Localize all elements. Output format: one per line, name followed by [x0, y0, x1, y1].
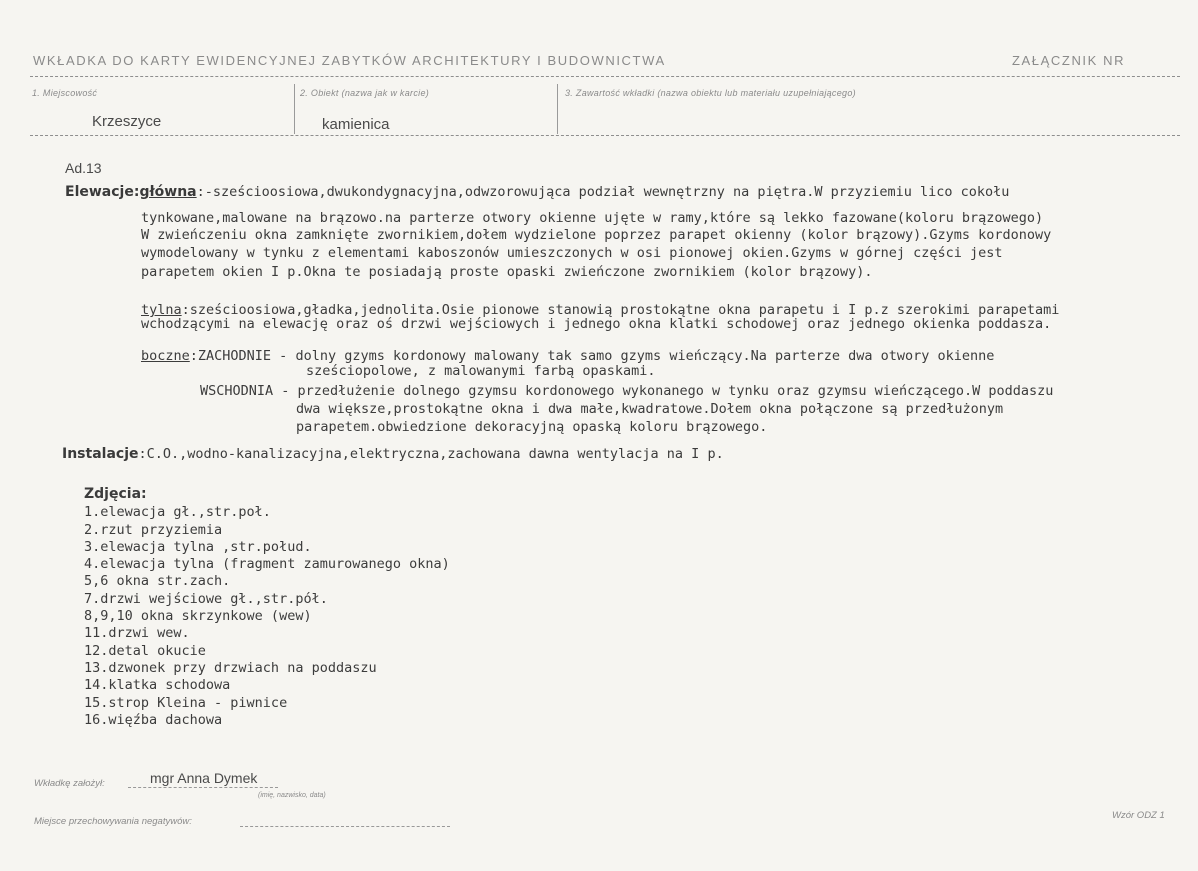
field-separator-1 [294, 84, 295, 134]
field-separator-2 [557, 84, 558, 134]
attachment-label: ZAŁĄCZNIK NR [1012, 53, 1126, 68]
tylna-line-2: wchodzącymi na elewację oraz oś drzwi wejściowych i jednego okna klatki schodowej oraz jednego okienka poddasza. [141, 316, 1052, 332]
fields-divider [30, 135, 1180, 136]
place-label: 1. Miejscowość [32, 88, 98, 98]
glowna-line-1: :-sześcioosiowa,dwukondygnacyjna,odwzorowująca podział wewnętrzny na piętra.W przyziemiu lico cokołu [196, 184, 1010, 200]
photo-item: 7.drzwi wejściowe gł.,str.pół. [84, 590, 328, 607]
author-label: Wkładkę założył: [34, 778, 105, 789]
instalacje-section [62, 443, 724, 462]
form-title: WKŁADKA DO KARTY EWIDENCYJNEJ ZABYTKÓW ARCHITEKTURY I BUDOWNICTWA [33, 53, 666, 68]
boczne-section [141, 345, 994, 364]
place-value: Krzeszyce [92, 113, 162, 130]
photo-item: 11.drzwi wew. [84, 625, 190, 642]
photo-item: 12.detal okucie [84, 642, 206, 659]
content-label: 3. Zawartość wkładki (nazwa obiektu lub materiału uzupełniającego) [565, 88, 856, 98]
author-hint: (imię, nazwisko, data) [258, 792, 326, 799]
zachodnie-line-2: sześciopolowe, z malowanymi farbą opaskami. [306, 363, 656, 379]
instalacje-text: :C.O.,wodno-kanalizacyjna,elektryczna,zachowana dawna wentylacja na I p. [138, 446, 724, 462]
wschodnia-line-1: WSCHODNIA - przedłużenie dolnego gzymsu kordonowego wykonanego w tynku oraz gzymsu wieńczącego.W poddaszu [200, 383, 1054, 399]
glowna-line-2: tynkowane,malowane na brązowo.na parterze otwory okienne ujęte w ramy,które są lekko fazowane(koloru brązowego) [141, 210, 1044, 226]
photo-item: 8,9,10 okna skrzynkowe (wew) [84, 608, 312, 625]
object-label: 2. Obiekt (nazwa jak w karcie) [300, 88, 430, 98]
zachodnie-line-1: :ZACHODNIE - dolny gzyms kordonowy malowany tak samo gzyms wieńczący.Na parterze dwa otwory okienne [189, 348, 995, 364]
glowna-line-4: wymodelowany w tynku z elementami kaboszonów umieszczonych w osi pionowej okien.Gzyms w górnej części jest [141, 245, 1003, 261]
photo-item: 2.rzut przyziemia [84, 521, 223, 538]
author-value: mgr Anna Dymek [150, 770, 258, 786]
boczne-label: boczne [141, 348, 190, 364]
object-value: kamienica [322, 116, 390, 133]
author-underline [128, 787, 278, 788]
photo-item: 3.elewacja tylna ,str.połud. [84, 538, 312, 555]
instalacje-label: Instalacje [62, 446, 139, 462]
reference-number: Ad.13 [65, 160, 102, 176]
storage-label: Miejsce przechowywania negatywów: [34, 816, 192, 827]
tylna-line-1: :sześcioosiowa,gładka,jednolita.Osie pionowe stanowią prostokątne okna parapetu i I p.z szerokimi parapetami [181, 302, 1060, 318]
storage-underline [240, 826, 450, 827]
photos-label: Zdjęcia: [84, 486, 147, 502]
form-id: Wzór ODZ 1 [1112, 810, 1165, 821]
photo-item: 4.elewacja tylna (fragment zamurowanego okna) [84, 556, 450, 573]
glowna-line-3: W zwieńczeniu okna zamknięte zwornikiem,dołem wydzielone poprzez parapet okienny (kolor brązowy).Gzyms kordonowy [141, 227, 1052, 243]
photo-item: 15.strop Kleina - piwnice [84, 694, 288, 711]
photo-item: 1.elewacja gł.,str.poł. [84, 504, 271, 521]
photo-item: 13.dzwonek przy drzwiach na poddaszu [84, 659, 377, 676]
glowna-line-5: parapetem okien I p.Okna te posiadają proste opaski zwieńczone zwornikiem (kolor brązowy). [141, 264, 873, 280]
header-divider [30, 76, 1180, 77]
wschodnia-line-3: parapetem.obwiedzione dekoracyjną opaską koloru brązowego. [296, 419, 768, 435]
glowna-label: główna [139, 184, 197, 200]
elewacje-label: Elewacje: [65, 184, 140, 200]
tylna-label: tylna [141, 302, 182, 318]
photo-item: 14.klatka schodowa [84, 677, 231, 694]
photos-list [84, 486, 450, 729]
wschodnia-line-2: dwa większe,prostokątne okna i dwa małe,kwadratowe.Dołem okna połączone są przedłużonym [296, 401, 1004, 417]
photo-item: 16.więźba dachowa [84, 711, 223, 728]
elewacje-heading [65, 181, 1009, 200]
photo-item: 5,6 okna str.zach. [84, 573, 231, 590]
